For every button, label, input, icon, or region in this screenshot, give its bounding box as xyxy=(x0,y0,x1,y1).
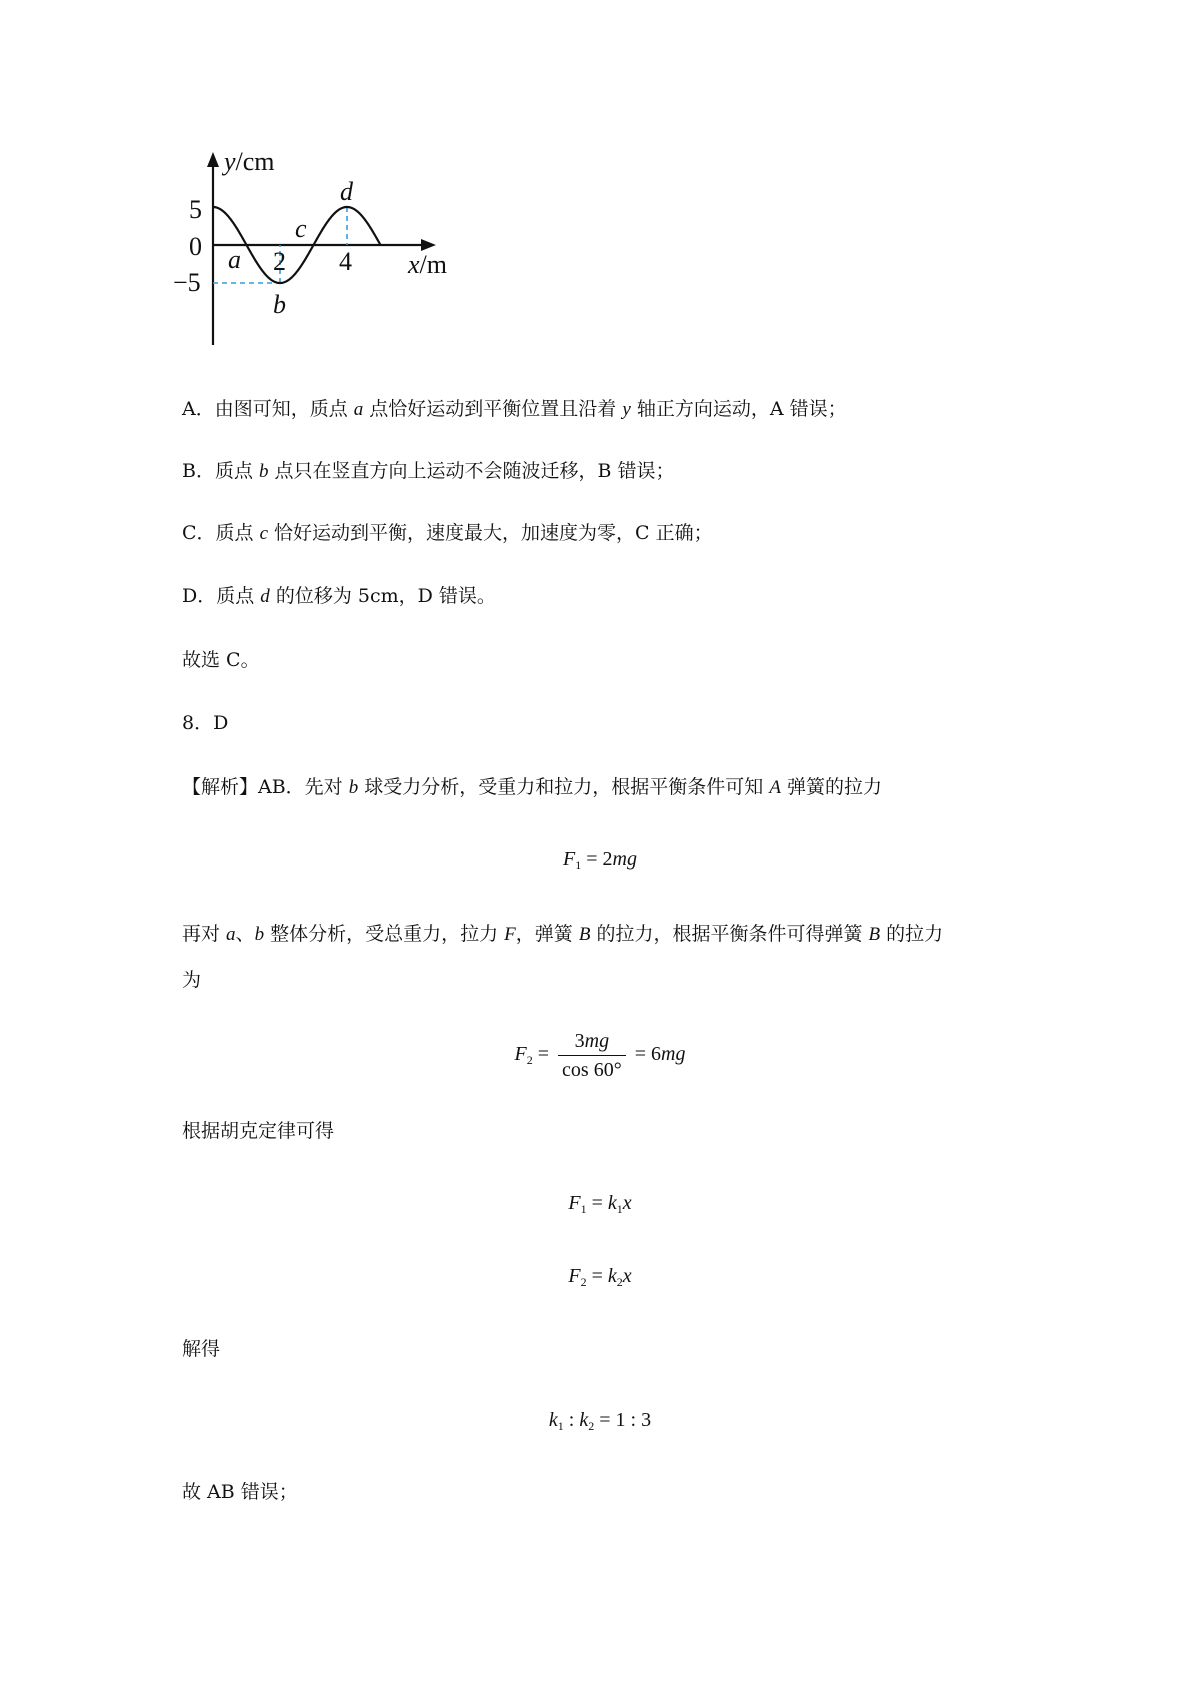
eq-equals: = xyxy=(594,1409,616,1431)
text-run: D．质点 xyxy=(182,585,261,607)
eq-subscript: 2 xyxy=(616,1275,623,1289)
text-run: 、 xyxy=(235,923,255,945)
solve-text: 解得 xyxy=(182,1338,221,1360)
tick-label-neg5: −5 xyxy=(173,268,201,297)
eq-symbol: F xyxy=(568,1265,581,1287)
text-run: 点只在竖直方向上运动不会随波迁移，B 错误； xyxy=(268,460,675,482)
text-run: C．质点 xyxy=(182,522,260,544)
var-a: a xyxy=(226,924,236,945)
eq-text: 3 xyxy=(574,1029,585,1052)
eq-subscript: 1 xyxy=(616,1202,623,1216)
point-label-b: b xyxy=(273,290,286,319)
tick-label-5: 5 xyxy=(189,195,202,224)
eq-symbol: F xyxy=(568,1192,581,1214)
var-y: y xyxy=(622,399,631,420)
eq-equals: = xyxy=(629,1043,651,1065)
text-run: 【解析】AB．先对 xyxy=(182,776,349,798)
eq-numerator xyxy=(558,1029,626,1056)
analysis-option-d xyxy=(182,581,496,612)
var-F: F xyxy=(504,924,516,945)
eq-symbol: mg xyxy=(612,848,637,870)
point-label-d: d xyxy=(340,177,353,206)
analysis-option-a xyxy=(182,394,847,425)
y-axis-arrow xyxy=(207,152,219,167)
text-run: 恰好运动到平衡，速度最大，加速度为零，C 正确； xyxy=(268,522,713,544)
hooke-law-text: 根据胡克定律可得 xyxy=(182,1120,335,1142)
var-A: A xyxy=(769,777,781,798)
text-run: A．由图可知，质点 xyxy=(182,398,354,420)
equation-f1 xyxy=(0,844,1200,874)
eq-text: 1 : 3 xyxy=(615,1409,652,1431)
eq-symbol: mg xyxy=(661,1043,686,1065)
eq-text: = 2 xyxy=(581,848,613,870)
var-c: c xyxy=(259,523,269,544)
y-axis-label: y/cm xyxy=(224,150,275,176)
text-run: 的拉力 xyxy=(880,923,944,945)
var-d: d xyxy=(260,586,270,607)
var-a: a xyxy=(353,399,364,420)
equation-f1-hooke xyxy=(0,1188,1200,1218)
var-b: b xyxy=(254,924,265,945)
text-run: B．质点 xyxy=(182,460,260,482)
eq-colon: : xyxy=(563,1409,580,1431)
eq-subscript: 2 xyxy=(588,1419,595,1433)
eq-text: 6 xyxy=(651,1043,661,1065)
eq-equals: = xyxy=(532,1043,555,1065)
q8-paragraph-2-line-2: 为 xyxy=(182,969,202,991)
eq-symbol: k xyxy=(607,1265,617,1287)
text-run: 点恰好运动到平衡位置且沿着 xyxy=(363,398,623,420)
q8-answer: 8．D xyxy=(182,712,229,734)
q8-analysis-intro xyxy=(182,772,882,803)
tick-label-2: 2 xyxy=(273,247,286,276)
tick-label-0: 0 xyxy=(189,232,202,261)
text-run: 再对 xyxy=(182,923,227,945)
point-label-c: c xyxy=(295,214,307,243)
eq-symbol: mg xyxy=(584,1029,610,1052)
equation-ratio xyxy=(0,1405,1200,1435)
equation-f2-hooke xyxy=(0,1261,1200,1291)
text-run: 的位移为 5cm，D 错误。 xyxy=(269,585,496,607)
eq-subscript: 2 xyxy=(526,1053,533,1067)
eq-symbol: k xyxy=(607,1192,617,1214)
eq-symbol: x xyxy=(622,1265,632,1287)
wave-graph xyxy=(170,150,510,360)
eq-subscript: 1 xyxy=(580,1202,587,1216)
eq-symbol: F xyxy=(514,1043,527,1065)
eq-fraction xyxy=(558,1029,626,1082)
var-b: b xyxy=(259,461,269,482)
text-run: 轴正方向运动，A 错误； xyxy=(630,398,847,420)
wave-graph-svg xyxy=(170,150,510,360)
eq-equals: = xyxy=(586,1192,608,1214)
point-label-a: a xyxy=(228,245,241,274)
eq-denominator: cos 60° xyxy=(562,1058,622,1081)
analysis-option-c xyxy=(182,518,713,549)
tick-label-4: 4 xyxy=(339,247,352,276)
text-run: 弹簧的拉力 xyxy=(780,776,882,798)
analysis-conclusion: 故选 C。 xyxy=(182,649,260,671)
text-run: 整体分析，受总重力，拉力 xyxy=(264,923,505,945)
x-axis-label: x/m xyxy=(408,250,447,279)
eq-symbol: x xyxy=(622,1192,632,1214)
equation-f2 xyxy=(0,1026,1200,1082)
text-run: ，弹簧 xyxy=(515,923,579,945)
text-run: 球受力分析，受重力和拉力，根据平衡条件可知 xyxy=(358,776,770,798)
eq-equals: = xyxy=(586,1265,608,1287)
var-b: b xyxy=(348,777,359,798)
eq-subscript: 1 xyxy=(557,1419,564,1433)
analysis-option-b xyxy=(182,456,675,487)
eq-subscript: 2 xyxy=(580,1275,587,1289)
var-B: B xyxy=(868,924,881,945)
eq-subscript: 1 xyxy=(575,858,582,872)
var-B: B xyxy=(578,924,591,945)
final-conclusion: 故 AB 错误； xyxy=(182,1481,298,1503)
eq-symbol: k xyxy=(579,1409,589,1431)
q8-paragraph-2-line-1 xyxy=(182,919,943,950)
text-run: 的拉力，根据平衡条件可得弹簧 xyxy=(590,923,869,945)
eq-symbol: k xyxy=(548,1409,558,1431)
eq-symbol: F xyxy=(563,848,576,870)
